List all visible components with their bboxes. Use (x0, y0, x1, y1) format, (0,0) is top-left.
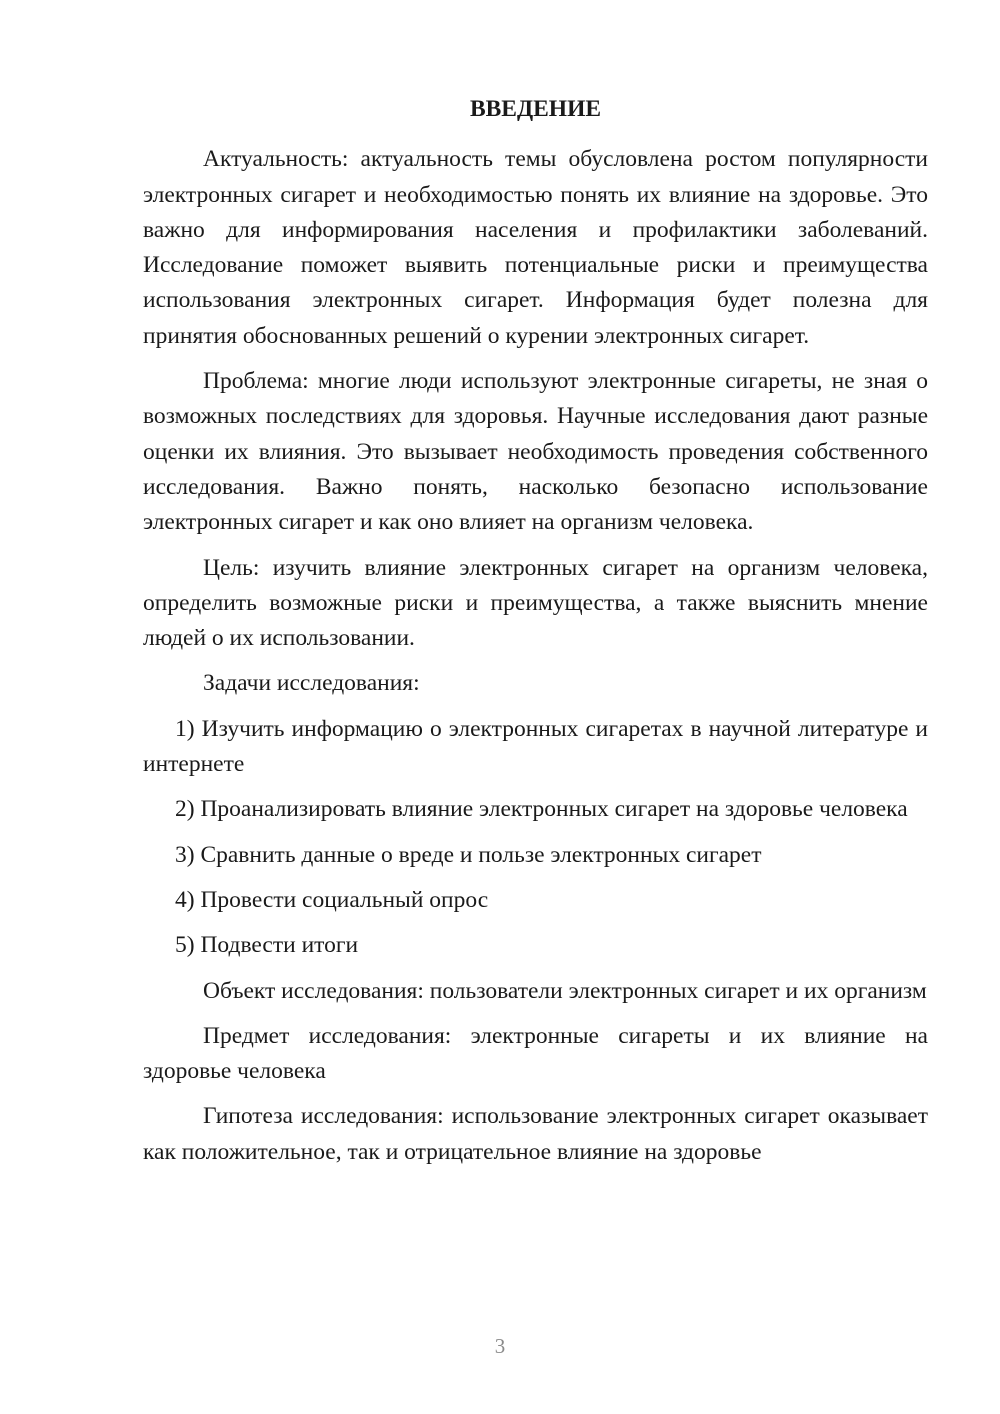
tasks-list (143, 712, 928, 964)
tasks-heading: Задачи исследования: (203, 670, 420, 697)
task-item: 5) Подвести итоги (175, 932, 359, 959)
subject-paragraph: Предмет исследования: электронные сигареты и их влияние на здоровье человека (143, 1022, 928, 1085)
object-paragraph: Объект исследования: пользователи электронных сигарет и их организм (203, 977, 927, 1004)
task-item: 4) Провести социальный опрос (175, 886, 489, 913)
problem-paragraph: Проблема: многие люди используют электронные сигареты, не зная о возможных последствиях для здоровья. Научные исследования дают разные оценки их влияния. Это вызывает необходимость проведения собственного исследования. Важно понять, насколько безопасно использование электронных сигарет и как оно влияет на организм человека. (143, 368, 928, 536)
task-item: 2) Проанализировать влияние электронных сигарет на здоровье человека (175, 796, 908, 823)
section-title: ВВЕДЕНИЕ (469, 96, 602, 122)
task-item: 1) Изучить информацию о электронных сигаретах в научной литературе и интернете (143, 715, 928, 778)
relevance-paragraph: Актуальность: актуальность темы обусловлена ростом популярности электронных сигарет и необходимостью понять их влияние на здоровье. Это важно для информирования населения и профилактики заболеваний. Исследование поможет выявить потенциальные риски и преимущества использования электронных сигарет. Информация будет полезна для принятия обоснованных решений о курении электронных сигарет. (143, 146, 928, 349)
goal-paragraph: Цель: изучить влияние электронных сигарет на организм человека, определить возможные риски и преимущества, а также выяснить мнение людей о их использовании. (143, 554, 928, 652)
task-item: 3) Сравнить данные о вреде и пользе электронных сигарет (175, 841, 762, 868)
document-body (143, 92, 928, 1170)
page-number: 3 (494, 1334, 506, 1358)
hypothesis-paragraph: Гипотеза исследования: использование электронных сигарет оказывает как положительное, так и отрицательное влияние на здоровье (143, 1103, 928, 1165)
